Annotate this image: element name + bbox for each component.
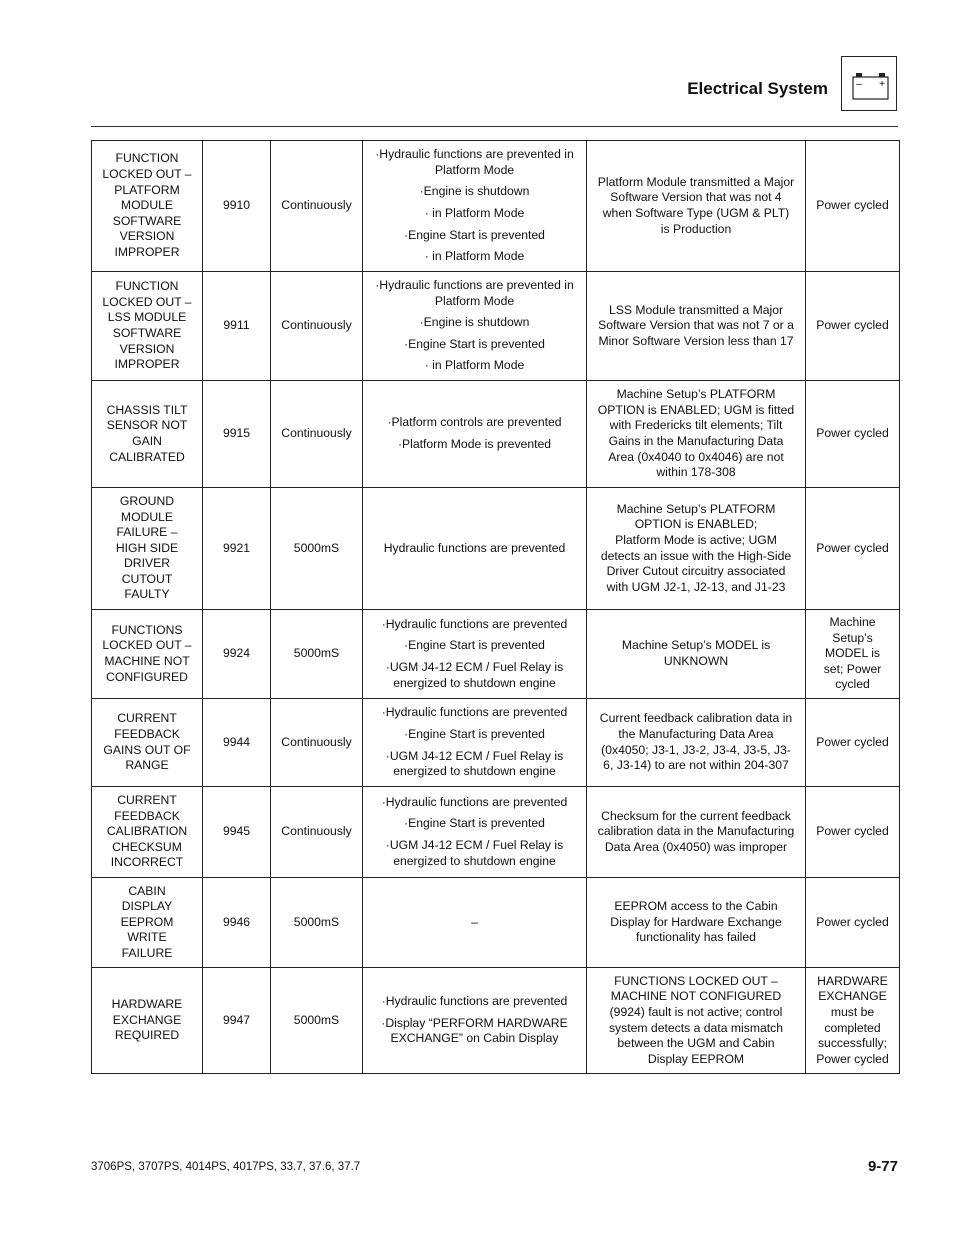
fault-description-line: FEEDBACK [114, 808, 180, 823]
fault-code-cell: 9946 [203, 878, 271, 968]
fault-description-line: SOFTWARE [112, 213, 182, 228]
fault-condition-line: 6, J3-14) to are not within 204-307 [603, 758, 789, 773]
fault-effect-line: ·Engine Start is prevented [404, 816, 545, 831]
fault-effect-line: ·UGM J4-12 ECM / Fuel Relay is energized to shutdown engine [385, 660, 564, 690]
fault-effect-line: ·Engine Start is prevented [404, 227, 545, 242]
fault-condition-line: with Fredericks tilt elements; Tilt [609, 418, 783, 433]
fault-recovery-cell [806, 699, 900, 787]
fault-effect-cell [363, 381, 587, 488]
fault-code-cell: 9945 [203, 787, 271, 878]
table-row [92, 381, 900, 488]
fault-description-line: VERSION [119, 229, 175, 244]
fault-condition-line: detects an issue with the High-Side [600, 548, 792, 563]
fault-effect-line: ·Engine Start is prevented [404, 336, 545, 351]
fault-condition-line: when Software Type (UGM & PLT) [602, 206, 790, 220]
fault-effect-line: ·UGM J4-12 ECM / Fuel Relay is energized to shutdown engine [385, 748, 564, 779]
fault-condition-line: UNKNOWN [663, 654, 729, 668]
fault-condition-line: MACHINE NOT CONFIGURED [610, 989, 782, 1004]
table-row [92, 272, 900, 381]
fault-description-line: DRIVER [123, 556, 171, 571]
fault-condition-cell [587, 968, 806, 1074]
fault-description-line: LOCKED OUT – [102, 638, 192, 653]
table-row [92, 878, 900, 968]
fault-recovery-line: Power cycled [816, 734, 889, 749]
fault-effect-line: – [471, 914, 478, 929]
fault-effect-cell [363, 610, 587, 699]
fault-effect-line: ·Platform Mode is prevented [397, 437, 552, 451]
fault-description-line: FEEDBACK [114, 726, 180, 741]
fault-condition-line: system detects a data mismatch [608, 1020, 784, 1035]
fault-condition-line: (0x4050; J3-1, J3-2, J3-4, J3-5, J3- [601, 742, 791, 757]
fault-effect-line: ·UGM J4-12 ECM / Fuel Relay is energized to shutdown engine [385, 838, 564, 868]
fault-description-cell [92, 787, 203, 878]
fault-condition-line: Platform Module transmitted a Major [597, 174, 795, 189]
fault-description-line: MACHINE NOT [104, 654, 190, 668]
fault-description-line: INCORRECT [110, 855, 184, 870]
fault-description-line: CALIBRATION [106, 824, 188, 839]
fault-check-cell: 5000mS [271, 968, 363, 1074]
fault-description-line: PLATFORM [114, 182, 180, 197]
fault-effect-line: ·Display “PERFORM HARDWARE EXCHANGE” on Cabin Display [381, 1015, 568, 1046]
table-row [92, 610, 900, 699]
fault-effect-line: ·Hydraulic functions are prevented in Platform Mode [375, 278, 574, 308]
fault-description-line: FUNCTION [115, 151, 179, 166]
fault-condition-line: OPTION is ENABLED; [634, 517, 758, 532]
fault-description-cell [92, 488, 203, 610]
fault-description-line: CABIN [128, 883, 166, 898]
fault-check-cell: 5000mS [271, 878, 363, 968]
fault-code-cell: 9911 [203, 272, 271, 381]
fault-effect-cell [363, 787, 587, 878]
fault-effect-cell [363, 968, 587, 1074]
fault-effect-line: ·Hydraulic functions are prevented [381, 705, 568, 720]
header-divider [91, 126, 898, 127]
fault-condition-line: the Manufacturing Data Area [618, 726, 774, 741]
battery-icon [841, 56, 897, 111]
table-row [92, 488, 900, 610]
section-title: Electrical System [687, 79, 828, 98]
fault-condition-line: Software Version that was not 7 or a [598, 318, 794, 333]
fault-recovery-line: must be [830, 1004, 875, 1019]
fault-description-line: HARDWARE [111, 997, 183, 1012]
fault-condition-line: (9924) fault is not active; control [609, 1004, 783, 1019]
fault-description-cell [92, 968, 203, 1074]
fault-description-cell [92, 610, 203, 699]
fault-recovery-line: Power cycled [816, 824, 889, 839]
fault-description-line: SENSOR NOT [106, 418, 188, 433]
fault-description-line: REQUIRED [114, 1028, 180, 1043]
fault-effect-line: ·Hydraulic functions are prevented [381, 794, 568, 809]
footer-model-list: 3706PS, 3707PS, 4014PS, 4017PS, 33.7, 37.6, 37.7 [91, 1161, 361, 1173]
fault-description-cell [92, 272, 203, 381]
fault-check-cell: Continuously [271, 381, 363, 488]
fault-condition-line: Current feedback calibration data in [599, 711, 793, 726]
fault-effect-line: ·Engine Start is prevented [404, 726, 545, 741]
fault-check-cell: 5000mS [271, 610, 363, 699]
fault-effect-cell [363, 488, 587, 610]
fault-description-line: VERSION [119, 341, 175, 356]
fault-effect-line: ·Hydraulic functions are prevented [381, 616, 568, 631]
table-row [92, 141, 900, 272]
fault-description-cell [92, 381, 203, 488]
fault-recovery-line: Power cycled [816, 198, 889, 213]
fault-effect-cell [363, 699, 587, 787]
fault-recovery-cell [806, 878, 900, 968]
fault-condition-cell [587, 610, 806, 699]
fault-effect-line: · in Platform Mode [424, 358, 525, 373]
fault-condition-line: Data Area (0x4050) was improper [604, 839, 788, 854]
fault-code-cell: 9921 [203, 488, 271, 610]
fault-recovery-line: Setup’s [832, 630, 873, 645]
fault-description-line: GAIN [132, 434, 162, 448]
fault-description-line: HIGH SIDE [115, 540, 179, 555]
page-number: 9-77 [867, 1158, 898, 1175]
fault-condition-line: EEPROM access to the Cabin [614, 899, 778, 914]
fault-recovery-line: set; Power [823, 661, 882, 676]
fault-condition-line: FUNCTIONS LOCKED OUT – [614, 973, 778, 988]
fault-recovery-line: Power cycled [816, 540, 889, 555]
fault-recovery-line: completed [824, 1020, 881, 1035]
fault-description-line: WRITE [127, 930, 167, 945]
fault-effect-line: ·Hydraulic functions are prevented [381, 994, 568, 1009]
fault-condition-cell [587, 272, 806, 381]
fault-description-line: CUTOUT [121, 571, 173, 586]
fault-effect-cell [363, 878, 587, 968]
fault-description-line: CHECKSUM [112, 839, 182, 854]
fault-recovery-line: Power cycled [816, 1051, 889, 1066]
fault-description-line: CURRENT [117, 793, 177, 808]
fault-condition-line: OPTION is ENABLED; UGM is fitted [597, 402, 795, 417]
fault-description-line: CHASSIS TILT [106, 402, 188, 417]
fault-recovery-cell [806, 381, 900, 488]
battery-icon-graphic [842, 57, 898, 112]
fault-description-line: GAINS OUT OF [103, 742, 191, 757]
fault-description-line: FUNCTION [115, 279, 179, 294]
fault-recovery-cell [806, 488, 900, 610]
fault-check-cell: Continuously [271, 699, 363, 787]
fault-recovery-line: MODEL is [824, 646, 881, 661]
fault-recovery-line: successfully; [817, 1036, 888, 1051]
fault-code-table-body [92, 141, 900, 1074]
fault-recovery-cell [806, 272, 900, 381]
fault-code-table [91, 140, 900, 1074]
fault-description-line: FAILURE – [116, 525, 178, 540]
fault-effect-line: ·Engine is shutdown [419, 184, 530, 199]
fault-recovery-cell [806, 968, 900, 1074]
fault-check-cell: Continuously [271, 787, 363, 878]
battery-plus-sign: + [879, 79, 885, 90]
fault-recovery-line: Machine [829, 615, 876, 630]
fault-condition-line: LSS Module transmitted a Major [608, 302, 784, 317]
fault-recovery-line: Power cycled [816, 318, 889, 333]
table-row [92, 968, 900, 1074]
fault-description-cell [92, 699, 203, 787]
fault-condition-line: Display EEPROM [647, 1051, 745, 1066]
fault-condition-line: within 178-308 [656, 465, 736, 480]
fault-condition-line: Checksum for the current feedback [601, 808, 791, 823]
fault-description-line: RANGE [125, 758, 169, 773]
fault-description-line: LOCKED OUT – [102, 294, 192, 309]
fault-code-cell: 9924 [203, 610, 271, 699]
fault-code-cell: 9944 [203, 699, 271, 787]
fault-code-cell: 9915 [203, 381, 271, 488]
fault-recovery-line: HARDWARE [817, 973, 888, 988]
fault-condition-line: Software Version that was not 4 [610, 190, 782, 205]
fault-description-line: LOCKED OUT – [102, 167, 192, 182]
fault-condition-cell [587, 488, 806, 610]
fault-description-line: FAULTY [124, 587, 170, 602]
fault-description-line: MODULE [120, 509, 174, 524]
fault-effect-line: ·Engine Start is prevented [404, 638, 545, 653]
battery-minus-sign: – [856, 79, 862, 90]
fault-description-line: SOFTWARE [112, 326, 182, 340]
fault-recovery-line: Power cycled [816, 914, 889, 929]
fault-condition-line: between the UGM and Cabin [617, 1036, 775, 1051]
fault-description-line: MODULE [120, 198, 174, 213]
fault-description-line: GROUND [119, 493, 175, 508]
fault-condition-line: Machine Setup’s MODEL is [621, 638, 771, 653]
fault-description-line: EXCHANGE [112, 1012, 182, 1027]
fault-condition-cell [587, 699, 806, 787]
fault-condition-line: Machine Setup’s PLATFORM [616, 501, 776, 516]
fault-code-cell: 9910 [203, 141, 271, 272]
fault-description-line: LSS MODULE [107, 310, 187, 325]
fault-description-line: IMPROPER [114, 357, 180, 372]
fault-description-line: IMPROPER [114, 244, 180, 259]
table-row [92, 787, 900, 878]
fault-condition-line: Driver Cutout circuitry associated [606, 564, 786, 579]
fault-effect-line: ·Hydraulic functions are prevented in Platform Mode [375, 147, 574, 177]
fault-condition-line: with UGM J2-1, J2-13, and J1-23 [606, 579, 786, 594]
fault-condition-line: is Production [660, 221, 732, 236]
fault-recovery-cell [806, 610, 900, 699]
fault-description-line: CONFIGURED [106, 669, 188, 684]
fault-description-line: FAILURE [121, 945, 173, 960]
fault-description-line: FUNCTIONS [111, 622, 183, 637]
fault-condition-cell [587, 787, 806, 878]
fault-check-cell: Continuously [271, 272, 363, 381]
fault-condition-line: calibration data in the Manufacturing [597, 824, 795, 839]
fault-recovery-line: EXCHANGE [818, 989, 887, 1004]
fault-effect-line: ·Platform controls are prevented [387, 415, 562, 430]
fault-recovery-cell [806, 141, 900, 272]
fault-condition-line: functionality has failed [636, 930, 756, 945]
fault-effect-line: ·Engine is shutdown [419, 315, 530, 330]
table-row [92, 699, 900, 787]
fault-effect-line: · in Platform Mode [424, 249, 525, 264]
fault-effect-cell [363, 141, 587, 272]
fault-description-line: CURRENT [117, 711, 177, 726]
fault-description-line: DISPLAY [121, 899, 173, 914]
fault-effect-cell [363, 272, 587, 381]
fault-check-cell: Continuously [271, 141, 363, 272]
fault-condition-line: Display for Hardware Exchange [610, 914, 782, 929]
fault-recovery-cell [806, 787, 900, 878]
fault-recovery-line: cycled [835, 677, 870, 692]
fault-effect-line: Hydraulic functions are prevented [383, 540, 566, 555]
fault-recovery-line: Power cycled [816, 426, 889, 441]
fault-condition-cell [587, 141, 806, 272]
fault-description-line: EEPROM [120, 914, 174, 929]
fault-condition-cell [587, 381, 806, 488]
fault-condition-line: Area (0x4040 to 0x4046) are not [608, 449, 784, 464]
fault-condition-line: Gains in the Manufacturing Data [608, 434, 784, 448]
fault-description-line: CALIBRATED [109, 449, 185, 464]
fault-check-cell: 5000mS [271, 488, 363, 610]
fault-description-cell [92, 878, 203, 968]
fault-condition-line: Platform Mode is active; UGM [615, 532, 777, 547]
fault-condition-cell [587, 878, 806, 968]
fault-effect-line: · in Platform Mode [424, 206, 525, 220]
fault-condition-line: Minor Software Version less than 17 [598, 333, 794, 348]
fault-code-cell: 9947 [203, 968, 271, 1074]
fault-description-cell [92, 141, 203, 272]
fault-condition-line: Machine Setup’s PLATFORM [616, 387, 776, 402]
